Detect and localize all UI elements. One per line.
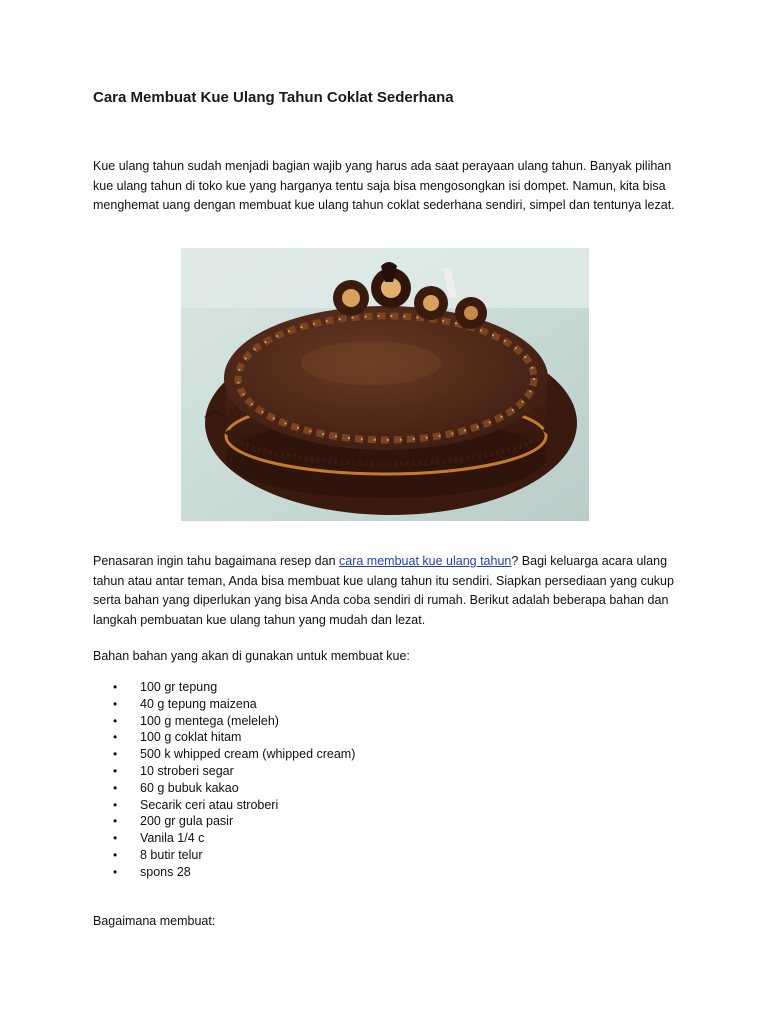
cake-photo xyxy=(181,248,589,521)
list-item xyxy=(93,763,493,780)
bullet-icon: • xyxy=(113,680,118,694)
list-item xyxy=(93,847,493,864)
recipe-link[interactable]: cara membuat kue ulang tahun xyxy=(339,554,512,568)
list-item xyxy=(93,729,493,746)
list-item xyxy=(93,696,493,713)
ingredient-text: 40 g tepung maizena xyxy=(140,696,257,711)
bullet-icon: • xyxy=(113,864,118,879)
bullet-icon: • xyxy=(113,847,118,862)
ingredient-text: 100 gr tepung xyxy=(140,680,218,694)
list-item xyxy=(93,864,493,881)
ingredient-text: 100 g mentega (meleleh) xyxy=(140,713,279,728)
bullet-icon: • xyxy=(113,814,118,829)
ingredient-text: Secarik ceri atau stroberi xyxy=(140,797,279,812)
bullet-icon: • xyxy=(113,797,118,812)
ingredient-text: spons 28 xyxy=(140,864,191,879)
intro-paragraph: Kue ulang tahun sudah menjadi bagian wajib yang harus ada saat perayaan ulang tahun. Banyak pilihan kue ulang tahun di toko kue yang harganya tentu saja bisa mengosongkan isi dompet. Namun, kita bisa menghemat uang dengan membuat kue ulang tahun coklat sederhana sendiri, simpel dan tentunya lezat. xyxy=(93,159,675,213)
bullet-icon: • xyxy=(113,831,118,846)
bullet-icon: • xyxy=(113,780,118,795)
howto-heading: Bagaimana membuat: xyxy=(93,914,216,928)
list-item xyxy=(93,746,493,763)
bullet-icon: • xyxy=(113,730,118,745)
ingredient-text: 8 butir telur xyxy=(140,847,203,862)
bullet-icon: • xyxy=(113,763,118,778)
ingredient-text: 10 stroberi segar xyxy=(140,763,234,778)
bullet-icon: • xyxy=(113,747,118,762)
bullet-icon: • xyxy=(113,696,118,711)
ingredient-text: 60 g bubuk kakao xyxy=(140,780,239,795)
list-item xyxy=(93,679,493,696)
recipe-intro-text-before: Penasaran ingin tahu bagaimana resep dan xyxy=(93,554,340,568)
ingredient-text: 500 k whipped cream (whipped cream) xyxy=(140,747,356,762)
list-item xyxy=(93,797,493,814)
list-item xyxy=(93,830,493,847)
list-item xyxy=(93,813,493,830)
list-item xyxy=(93,780,493,797)
ingredient-text: 100 g coklat hitam xyxy=(140,730,242,745)
bullet-icon: • xyxy=(113,713,118,728)
recipe-intro-paragraph xyxy=(93,552,693,630)
ingredients-heading: Bahan bahan yang akan di gunakan untuk membuat kue: xyxy=(93,649,410,663)
recipe-intro-text-after: ? Bagi keluarga acara ulang tahun atau antar teman, Anda bisa membuat kue ulang tahun itu sendiri. Siapkan persediaan yang cukup serta bahan yang diperlukan yang bisa Anda coba sendiri di rumah. Berikut adalah beberapa bahan dan langkah pembuatan kue ulang tahun yang mudah dan lezat. xyxy=(93,554,674,627)
ingredients-list xyxy=(93,679,493,881)
page-title: Cara Membuat Kue Ulang Tahun Coklat Sederhana xyxy=(93,89,454,106)
ingredient-text: Vanila 1/4 c xyxy=(140,831,205,846)
list-item xyxy=(93,713,493,730)
ingredient-text: 200 gr gula pasir xyxy=(140,814,234,829)
